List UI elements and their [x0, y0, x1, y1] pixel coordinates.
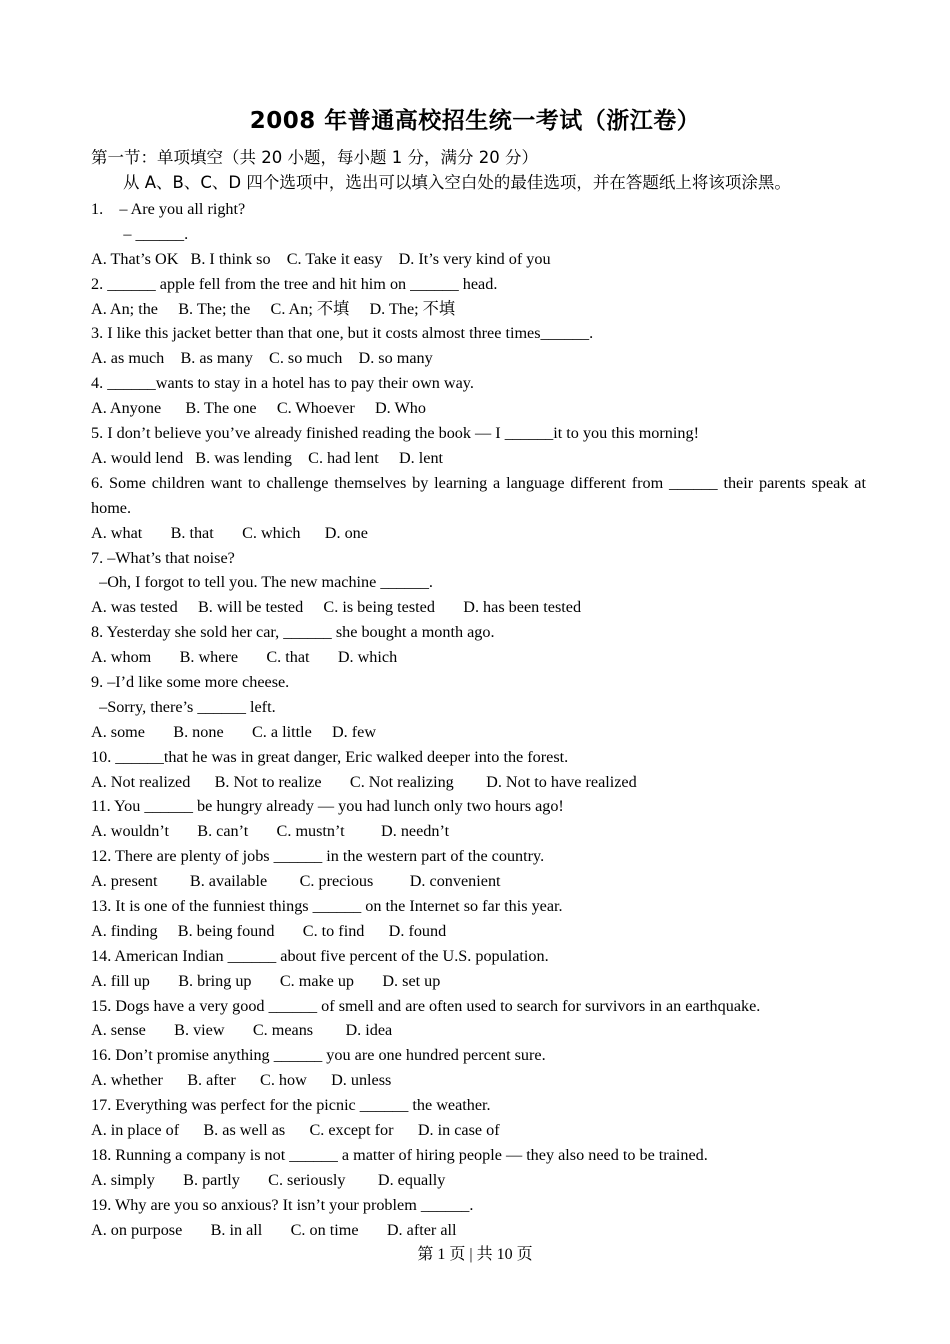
- question-line: – ______.: [91, 224, 189, 243]
- question-line: 7. –What’s that noise?: [91, 548, 235, 567]
- options-line: A. finding B. being found C. to find D. found: [91, 921, 447, 940]
- section-heading: 第一节：单项填空（共 20 小题，每小题 1 分，满分 20 分）: [91, 148, 538, 167]
- question-line: 13. It is one of the funniest things ______ on the Internet so far this year.: [91, 896, 563, 915]
- options-line: A. sense B. view C. means D. idea: [91, 1021, 393, 1040]
- question-line: 11. You ______ be hungry already — you had lunch only two hours ago!: [91, 797, 564, 816]
- question-line: 16. Don’t promise anything ______ you are one hundred percent sure.: [91, 1046, 546, 1065]
- question-line: 15. Dogs have a very good ______ of smell and are often used to search for survivors in an earthquake.: [91, 996, 761, 1015]
- options-line: A. on purpose B. in all C. on time D. after all: [91, 1220, 457, 1239]
- options-line: A. present B. available C. precious D. convenient: [91, 872, 501, 891]
- question-line: 1. – Are you all right?: [91, 200, 246, 218]
- options-line: A. was tested B. will be tested C. is being tested D. has been tested: [91, 598, 582, 617]
- question-line: 19. Why are you so anxious? It isn’t your problem ______.: [91, 1195, 474, 1214]
- question-line: 9. –I’d like some more cheese.: [91, 672, 290, 691]
- page-footer: 第 1 页 | 共 10 页: [417, 1246, 533, 1263]
- options-line: A. Not realized B. Not to realize C. Not realizing D. Not to have realized: [91, 772, 637, 791]
- question-line: 6. Some children want to challenge themselves by learning a language different from ______ their parents speak at home.: [91, 473, 866, 517]
- options-line: A. as much B. as many C. so much D. so many: [91, 349, 433, 368]
- options-line: A. simply B. partly C. seriously D. equally: [91, 1170, 446, 1189]
- options-line: A. fill up B. bring up C. make up D. set up: [91, 971, 441, 990]
- question-list: [91, 197, 866, 1242]
- question-line: 10. ______that he was in great danger, Eric walked deeper into the forest.: [91, 747, 569, 766]
- options-line: A. what B. that C. which D. one: [91, 523, 368, 542]
- options-line: A. whether B. after C. how D. unless: [91, 1071, 392, 1090]
- question-line: –Oh, I forgot to tell you. The new machine ______.: [91, 573, 433, 592]
- question-line: 18. Running a company is not ______ a matter of hiring people — they also need to be trained.: [91, 1145, 708, 1164]
- options-line: A. That’s OK B. I think so C. Take it easy D. It’s very kind of you: [91, 249, 551, 268]
- options-line: A. some B. none C. a little D. few: [91, 722, 377, 741]
- options-line: A. An; the B. The; the C. An; 不填 D. The; 不填: [91, 299, 456, 318]
- page-title: 2008 年普通高校招生统一考试（浙江卷）: [249, 108, 701, 134]
- section-instruction: 从 A、B、C、D 四个选项中，选出可以填入空白处的最佳选项，并在答题纸上将该项涂黑。: [123, 173, 791, 192]
- options-line: A. wouldn’t B. can’t C. mustn’t D. needn’t: [91, 822, 450, 841]
- question-line: 14. American Indian ______ about five percent of the U.S. population.: [91, 946, 549, 965]
- question-line: 3. I like this jacket better than that one, but it costs almost three times______.: [91, 324, 594, 343]
- question-line: 2. ______ apple fell from the tree and hit him on ______ head.: [91, 274, 498, 293]
- question-line: 8. Yesterday she sold her car, ______ she bought a month ago.: [91, 623, 495, 642]
- options-line: A. in place of B. as well as C. except for D. in case of: [91, 1120, 500, 1139]
- question-line: 12. There are plenty of jobs ______ in the western part of the country.: [91, 847, 545, 866]
- options-line: A. whom B. where C. that D. which: [91, 648, 398, 667]
- options-line: A. would lend B. was lending C. had lent D. lent: [91, 448, 444, 467]
- question-line: 5. I don’t believe you’ve already finished reading the book — I ______it to you this morning!: [91, 424, 699, 443]
- options-line: A. Anyone B. The one C. Whoever D. Who: [91, 399, 426, 418]
- question-line: 4. ______wants to stay in a hotel has to pay their own way.: [91, 374, 474, 393]
- question-line: –Sorry, there’s ______ left.: [91, 697, 276, 716]
- question-line: 17. Everything was perfect for the picnic ______ the weather.: [91, 1096, 491, 1115]
